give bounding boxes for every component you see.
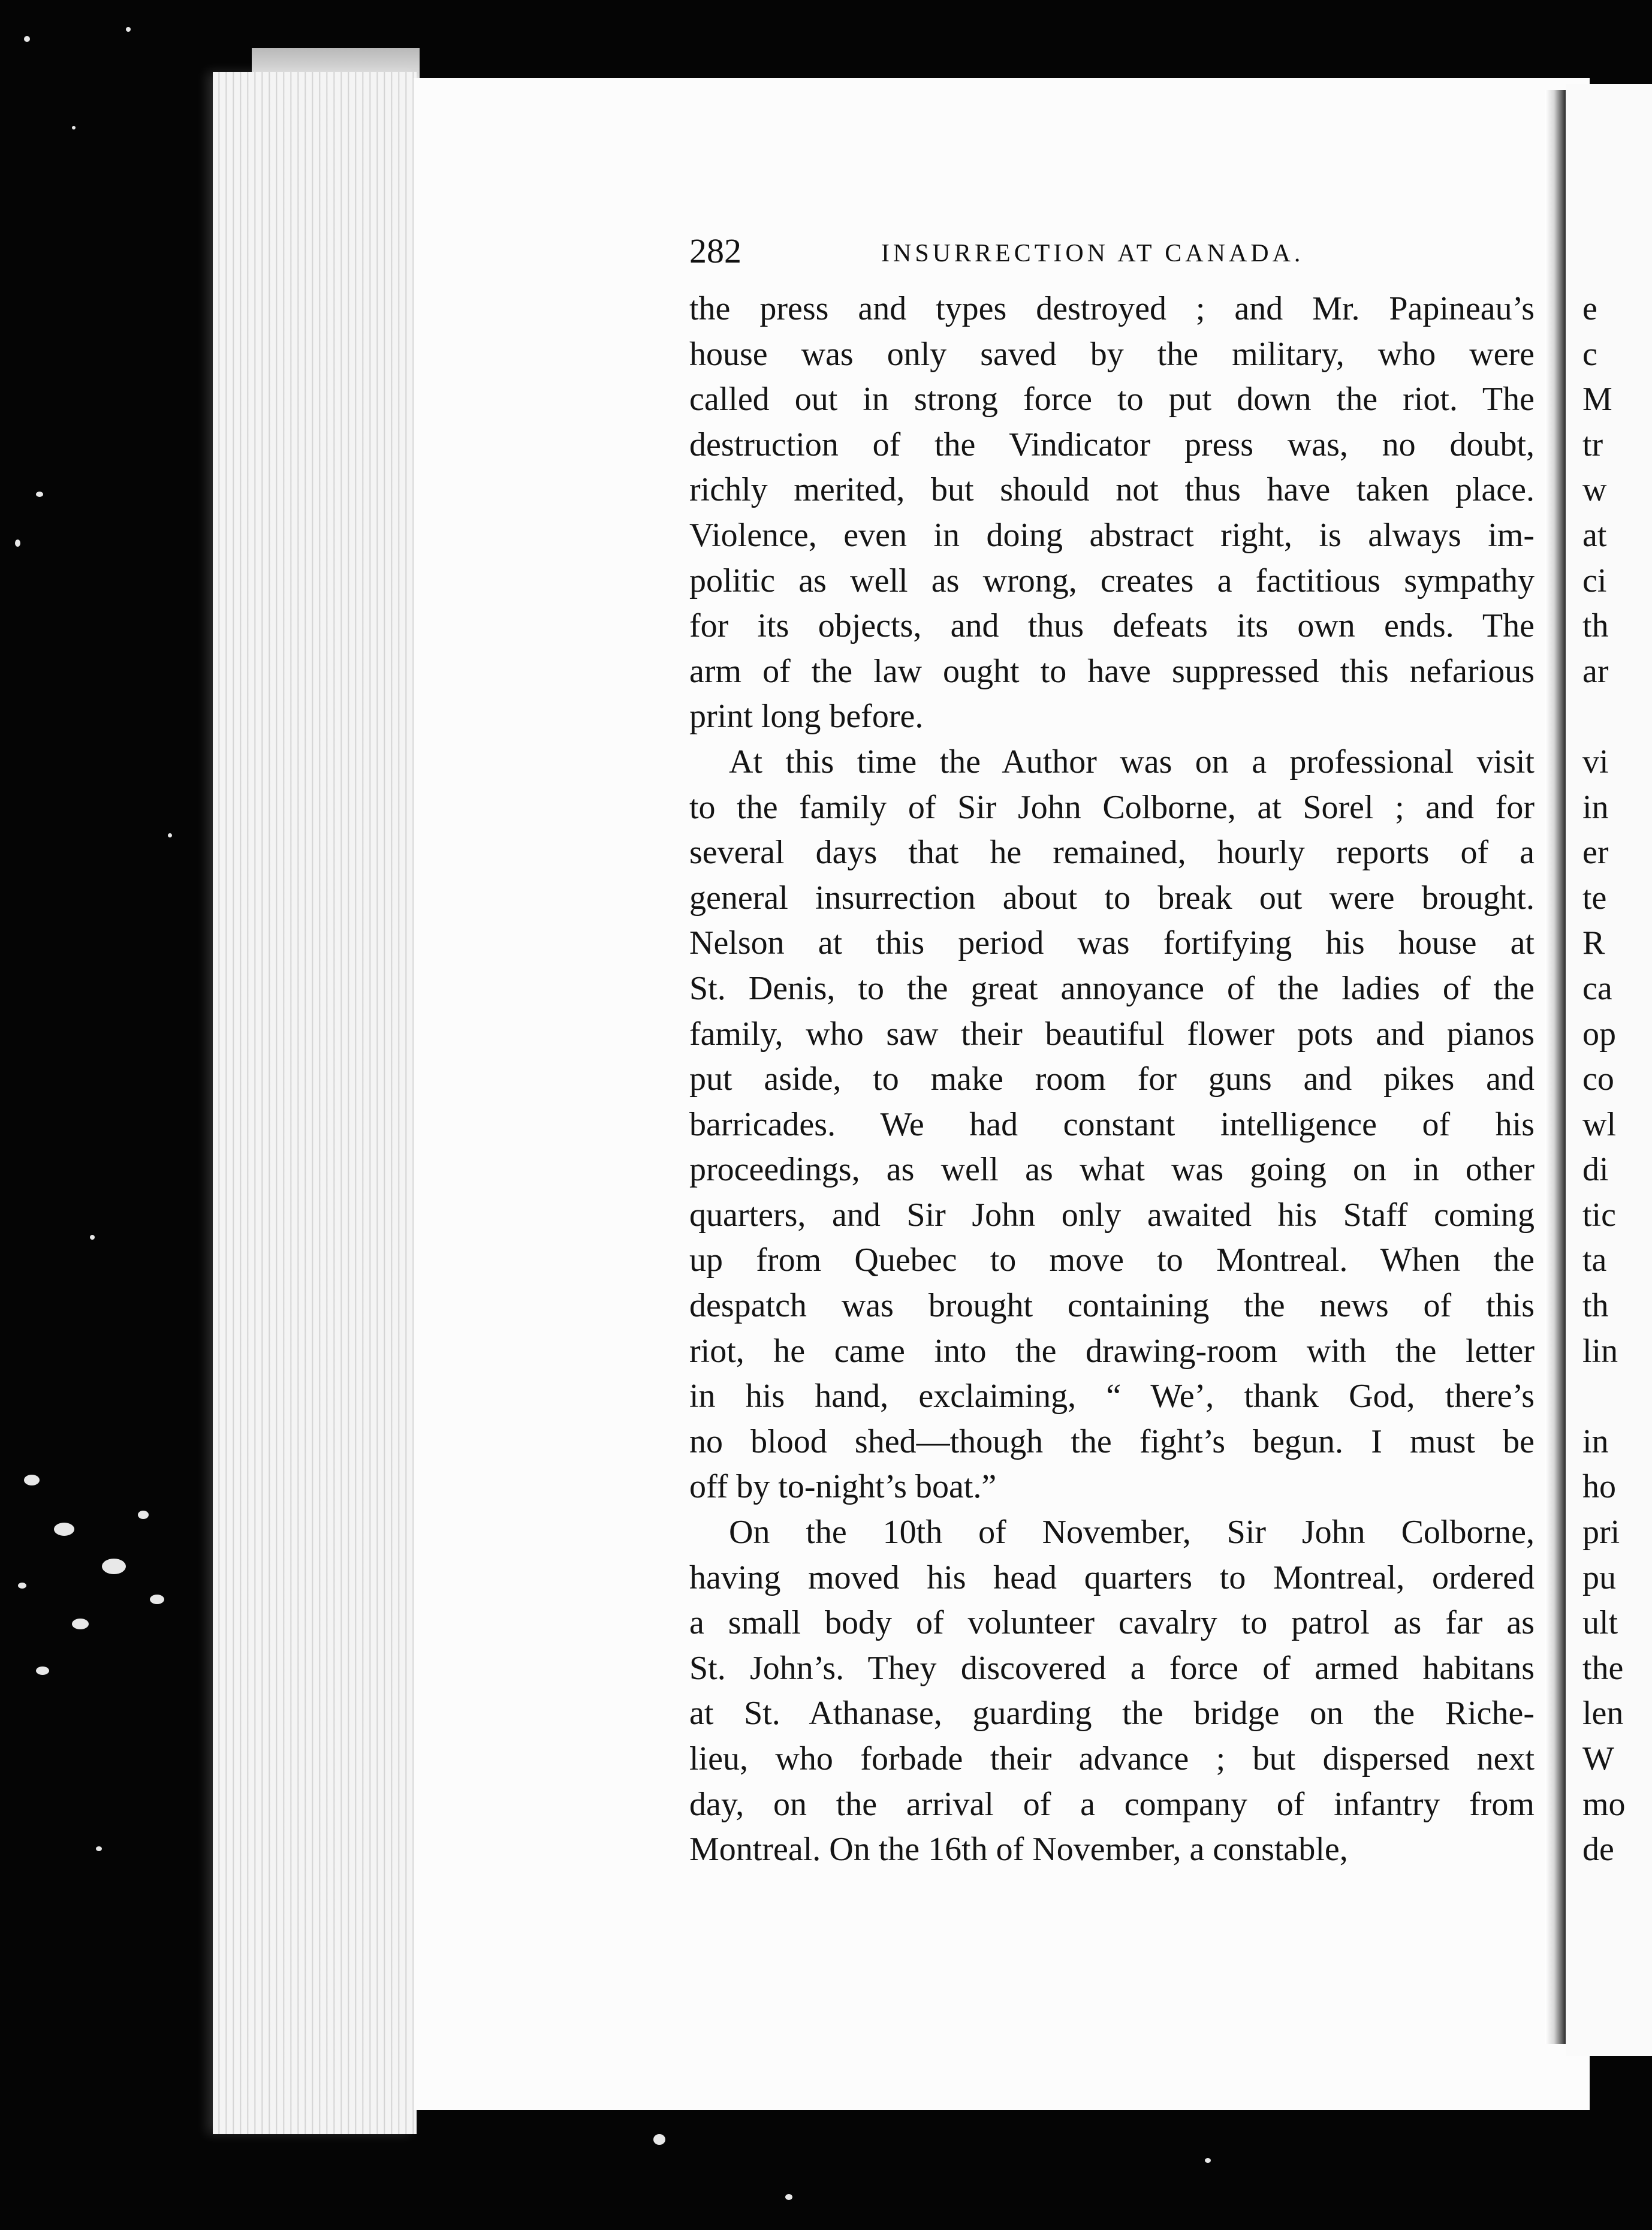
scan-speck bbox=[90, 1235, 95, 1240]
text-line: put aside, to make room for guns and pikes and bbox=[689, 1060, 1535, 1098]
scan-speck bbox=[102, 1559, 126, 1574]
facing-page-fragment: R bbox=[1582, 924, 1605, 962]
book-gutter bbox=[1545, 90, 1567, 2044]
facing-page-fragment: ca bbox=[1582, 969, 1612, 1007]
text-line: arm of the law ought to have suppressed this nefarious bbox=[689, 652, 1535, 690]
facing-page-fragment bbox=[1582, 1374, 1652, 1420]
scan-speck bbox=[72, 1619, 89, 1629]
running-head bbox=[689, 231, 1529, 273]
facing-page-fragment: ci bbox=[1582, 562, 1607, 599]
facing-page-fragment: di bbox=[1582, 1151, 1609, 1189]
facing-page-fragment: vi bbox=[1582, 743, 1609, 780]
facing-page-text bbox=[1582, 287, 1652, 1873]
scan-speck bbox=[54, 1523, 74, 1536]
scan-speck bbox=[150, 1595, 164, 1604]
text-line: no blood shed—though the fight’s begun. I must be bbox=[689, 1423, 1535, 1460]
facing-page-fragment: wl bbox=[1582, 1105, 1616, 1143]
facing-page-fragment: in bbox=[1582, 1423, 1609, 1460]
text-line: Violence, even in doing abstract right, is always im- bbox=[689, 516, 1535, 554]
text-line: house was only saved by the military, who were bbox=[689, 335, 1535, 373]
facing-page-fragment: pu bbox=[1582, 1559, 1616, 1596]
text-line: politic as well as wrong, creates a factitious sympathy bbox=[689, 562, 1535, 599]
text-line: St. Denis, to the great annoyance of the ladies of the bbox=[689, 969, 1535, 1007]
facing-page-fragment: co bbox=[1582, 1060, 1614, 1098]
facing-page-fragment: th bbox=[1582, 607, 1609, 645]
scan-speck bbox=[138, 1511, 149, 1519]
facing-page-fragment: th bbox=[1582, 1287, 1609, 1325]
page-stack-edges bbox=[213, 72, 417, 2134]
text-line: to the family of Sir John Colborne, at Sorel ; and for bbox=[689, 788, 1535, 826]
scan-speck bbox=[785, 2194, 792, 2200]
scan-speck bbox=[36, 1667, 49, 1675]
text-line: in his hand, exclaiming, “ We’, thank God, there’s bbox=[689, 1378, 1535, 1415]
text-line: called out in strong force to put down the riot. The bbox=[689, 381, 1535, 418]
facing-page-fragment: c bbox=[1582, 335, 1597, 373]
text-line: richly merited, but should not thus have taken place. bbox=[689, 471, 1535, 509]
text-line: quarters, and Sir John only awaited his Staff coming bbox=[689, 1196, 1535, 1234]
facing-page-fragment: in bbox=[1582, 788, 1609, 826]
text-line: Montreal. On the 16th of November, a constable, bbox=[689, 1831, 1348, 1869]
scan-speck bbox=[653, 2134, 665, 2145]
facing-page-fragment: te bbox=[1582, 879, 1607, 917]
scan-speck bbox=[168, 833, 172, 837]
facing-page-fragment: op bbox=[1582, 1015, 1616, 1053]
facing-page-fragment: mo bbox=[1582, 1785, 1626, 1823]
scan-speck bbox=[1205, 2158, 1211, 2163]
text-line: day, on the arrival of a company of infantry from bbox=[689, 1785, 1535, 1823]
facing-page-fragment: at bbox=[1582, 516, 1607, 554]
page-number: 282 bbox=[689, 231, 741, 270]
facing-page-fragment: tic bbox=[1582, 1196, 1616, 1234]
text-line: destruction of the Vindicator press was, no doubt, bbox=[689, 426, 1535, 463]
text-line: lieu, who forbade their advance ; but dispersed next bbox=[689, 1740, 1535, 1777]
text-line: general insurrection about to break out were brought. bbox=[689, 879, 1535, 917]
facing-page-fragment: ar bbox=[1582, 652, 1609, 690]
text-line: despatch was brought containing the news of this bbox=[689, 1287, 1535, 1325]
text-line: at St. Athanase, guarding the bridge on the Riche- bbox=[689, 1695, 1535, 1732]
facing-page-fragment: w bbox=[1582, 471, 1607, 509]
facing-page-fragment: ta bbox=[1582, 1241, 1607, 1279]
text-line: off by to-night’s boat.” bbox=[689, 1468, 997, 1506]
scan-speck bbox=[126, 27, 131, 32]
text-line: Nelson at this period was fortifying his house at bbox=[689, 924, 1535, 962]
text-line: for its objects, and thus defeats its own ends. The bbox=[689, 607, 1535, 645]
facing-page-fragment: pri bbox=[1582, 1514, 1620, 1551]
scan-speck bbox=[15, 540, 20, 547]
facing-page-fragment: e bbox=[1582, 290, 1597, 327]
scan-speck bbox=[18, 1583, 26, 1589]
facing-page-fragment bbox=[1582, 694, 1652, 740]
facing-page-fragment: W bbox=[1582, 1740, 1614, 1777]
text-line: a small body of volunteer cavalry to patrol as far as bbox=[689, 1604, 1535, 1642]
text-line: proceedings, as well as what was going on in other bbox=[689, 1151, 1535, 1189]
text-line: print long before. bbox=[689, 698, 924, 736]
facing-page-fragment: tr bbox=[1582, 426, 1603, 463]
facing-page-fragment: ho bbox=[1582, 1468, 1616, 1506]
scan-speck bbox=[72, 126, 76, 129]
running-head-title: INSURRECTION AT CANADA. bbox=[881, 240, 1304, 267]
text-line: riot, he came into the drawing-room with the letter bbox=[689, 1332, 1535, 1370]
text-line: having moved his head quarters to Montreal, ordered bbox=[689, 1559, 1535, 1596]
body-text bbox=[689, 287, 1535, 1873]
text-line: family, who saw their beautiful flower pots and pianos bbox=[689, 1015, 1535, 1053]
scan-speck bbox=[24, 1475, 40, 1485]
scan-speck bbox=[96, 1846, 102, 1851]
text-line: up from Quebec to move to Montreal. When the bbox=[689, 1241, 1535, 1279]
text-line: the press and types destroyed ; and Mr. Papineau’s bbox=[689, 290, 1535, 327]
facing-page-fragment: len bbox=[1582, 1695, 1624, 1732]
facing-page-fragment: lin bbox=[1582, 1332, 1618, 1370]
text-line: At this time the Author was on a professional visit bbox=[729, 743, 1535, 780]
scan-speck bbox=[36, 492, 43, 497]
scan-speck bbox=[24, 36, 30, 42]
facing-page-fragment: ult bbox=[1582, 1604, 1618, 1642]
text-line: St. John’s. They discovered a force of armed habitans bbox=[689, 1649, 1535, 1687]
text-line: several days that he remained, hourly reports of a bbox=[689, 834, 1535, 872]
facing-page-fragment: the bbox=[1582, 1649, 1624, 1687]
text-line: On the 10th of November, Sir John Colborne, bbox=[729, 1514, 1535, 1551]
facing-page-fragment: de bbox=[1582, 1831, 1614, 1869]
facing-page-fragment: M bbox=[1582, 381, 1612, 418]
text-line: barricades. We had constant intelligence of his bbox=[689, 1105, 1535, 1143]
facing-page-fragment: er bbox=[1582, 834, 1609, 872]
